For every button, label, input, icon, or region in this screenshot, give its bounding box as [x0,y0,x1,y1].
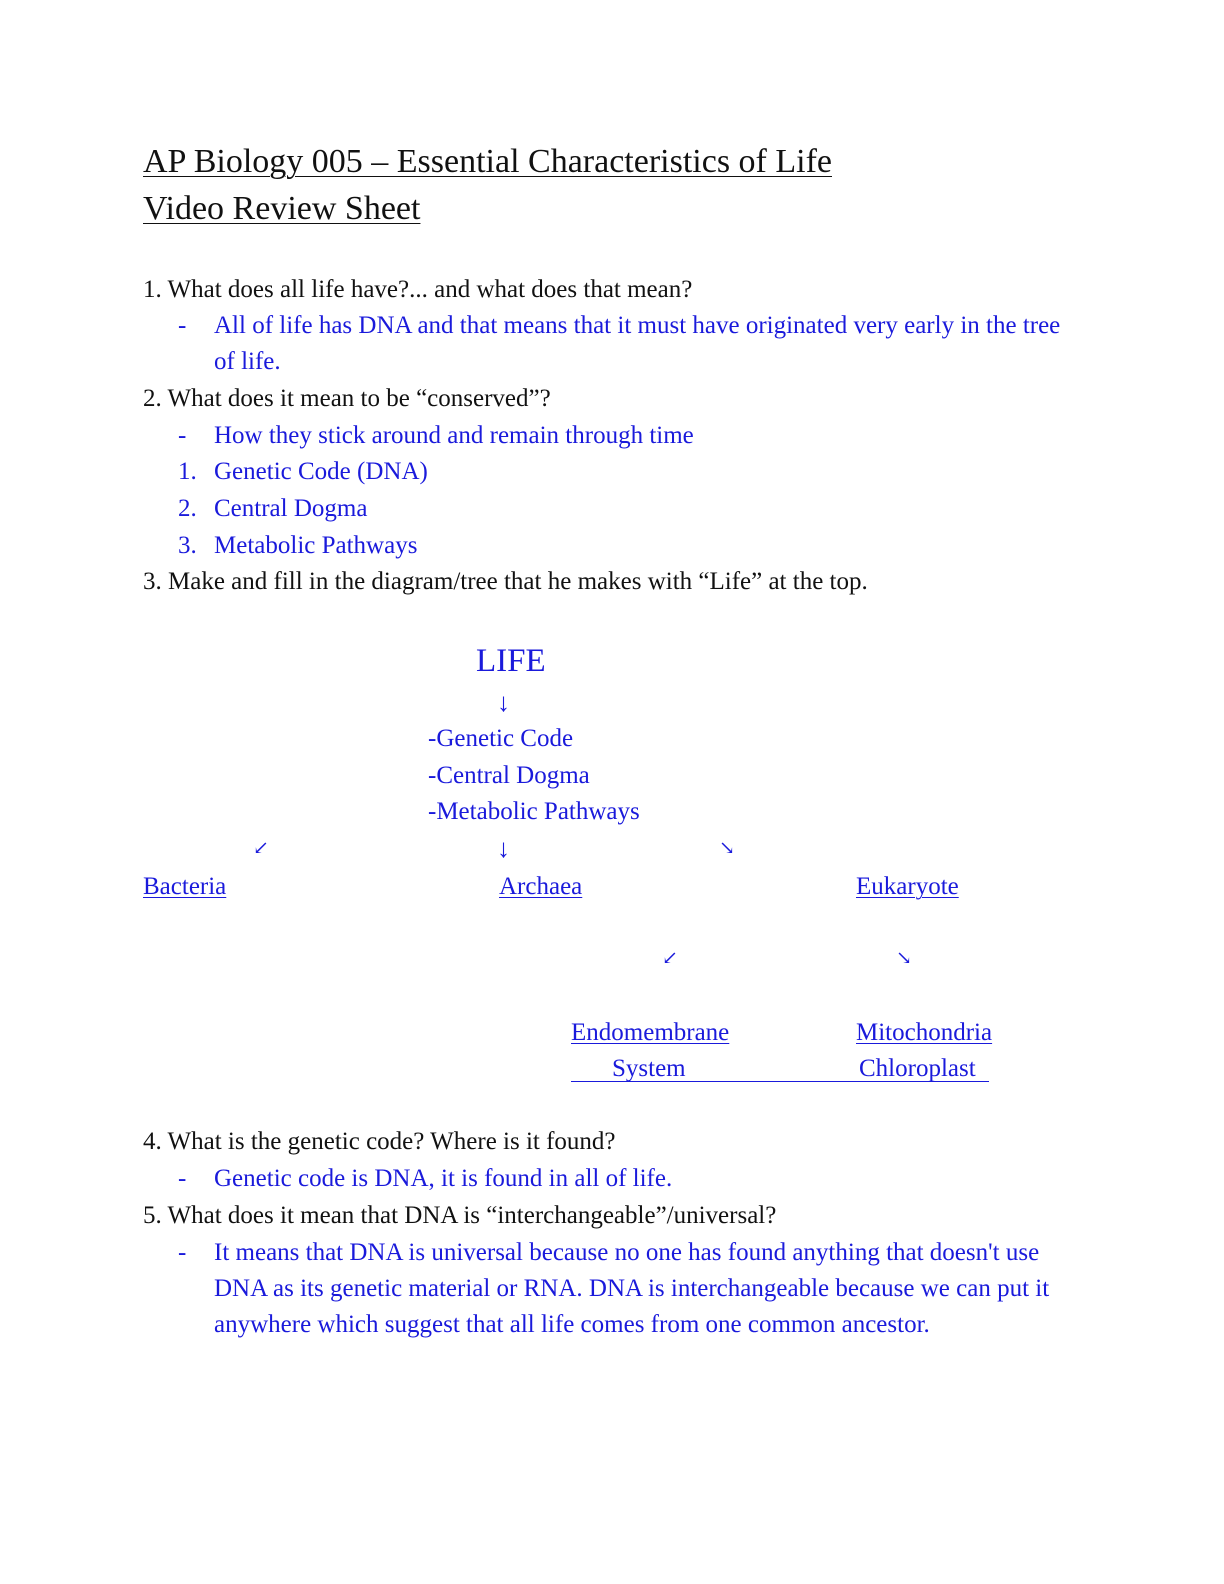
tree-trait: -Genetic Code [428,725,574,752]
answer-1-dash: - [178,312,187,339]
answer-5: It means that DNA is universal because no one has found anything that doesn't use DNA as its genetic material or RNA. DNA is interchangeable because we can put it anywhere which suggest that all life comes from one common ancestor. [214,1239,1050,1338]
arrow-down-right-icon: ↘ [719,838,735,859]
tree-mitochondria: Mitochondria [856,1019,993,1046]
list-item-number: 2. [178,495,197,522]
tree-domain-eukaryote: Eukaryote [856,873,959,900]
answer-5-dash: - [178,1239,187,1266]
answer-4: Genetic code is DNA, it is found in all of life. [214,1165,673,1192]
tree-trait: -Central Dogma [428,762,590,789]
tree-domain-bacteria: Bacteria [143,873,227,900]
arrow-down-icon: ↓ [497,688,510,717]
list-item: Metabolic Pathways [214,532,418,559]
tree-trait: -Metabolic Pathways [428,798,640,825]
list-item: Genetic Code (DNA) [214,458,428,485]
list-item: Central Dogma [214,495,368,522]
tree-system: System [612,1055,686,1082]
tree-root-life: LIFE [476,643,546,679]
list-item-number: 1. [178,458,197,485]
question-3: 3. Make and fill in the diagram/tree that he makes with “Life” at the top. [143,568,868,595]
arrow-down-left-icon: ↙ [253,838,269,859]
tree-chloroplast: Chloroplast [859,1055,976,1082]
answer-2: How they stick around and remain through time [214,422,694,449]
arrow-down-right-icon: ↘ [896,948,912,969]
question-4: 4. What is the genetic code? Where is it found? [143,1128,616,1155]
answer-4-dash: - [178,1165,187,1192]
question-1: 1. What does all life have?... and what does that mean? [143,276,693,303]
arrow-down-left-icon: ↙ [662,948,678,969]
page-subtitle: Video Review Sheet [143,190,421,227]
tree-endomembrane: Endomembrane [571,1019,730,1046]
question-5: 5. What does it mean that DNA is “interchangeable”/universal? [143,1202,777,1229]
page-title: AP Biology 005 – Essential Characteristics of Life [143,143,832,180]
list-item-number: 3. [178,532,197,559]
answer-1: All of life has DNA and that means that it must have originated very early in the tree of life. [214,312,1061,375]
arrow-down-icon: ↓ [497,834,510,863]
question-2: 2. What does it mean to be “conserved”? [143,385,551,412]
answer-2-dash: - [178,422,187,449]
tree-domain-archaea: Archaea [499,873,583,900]
